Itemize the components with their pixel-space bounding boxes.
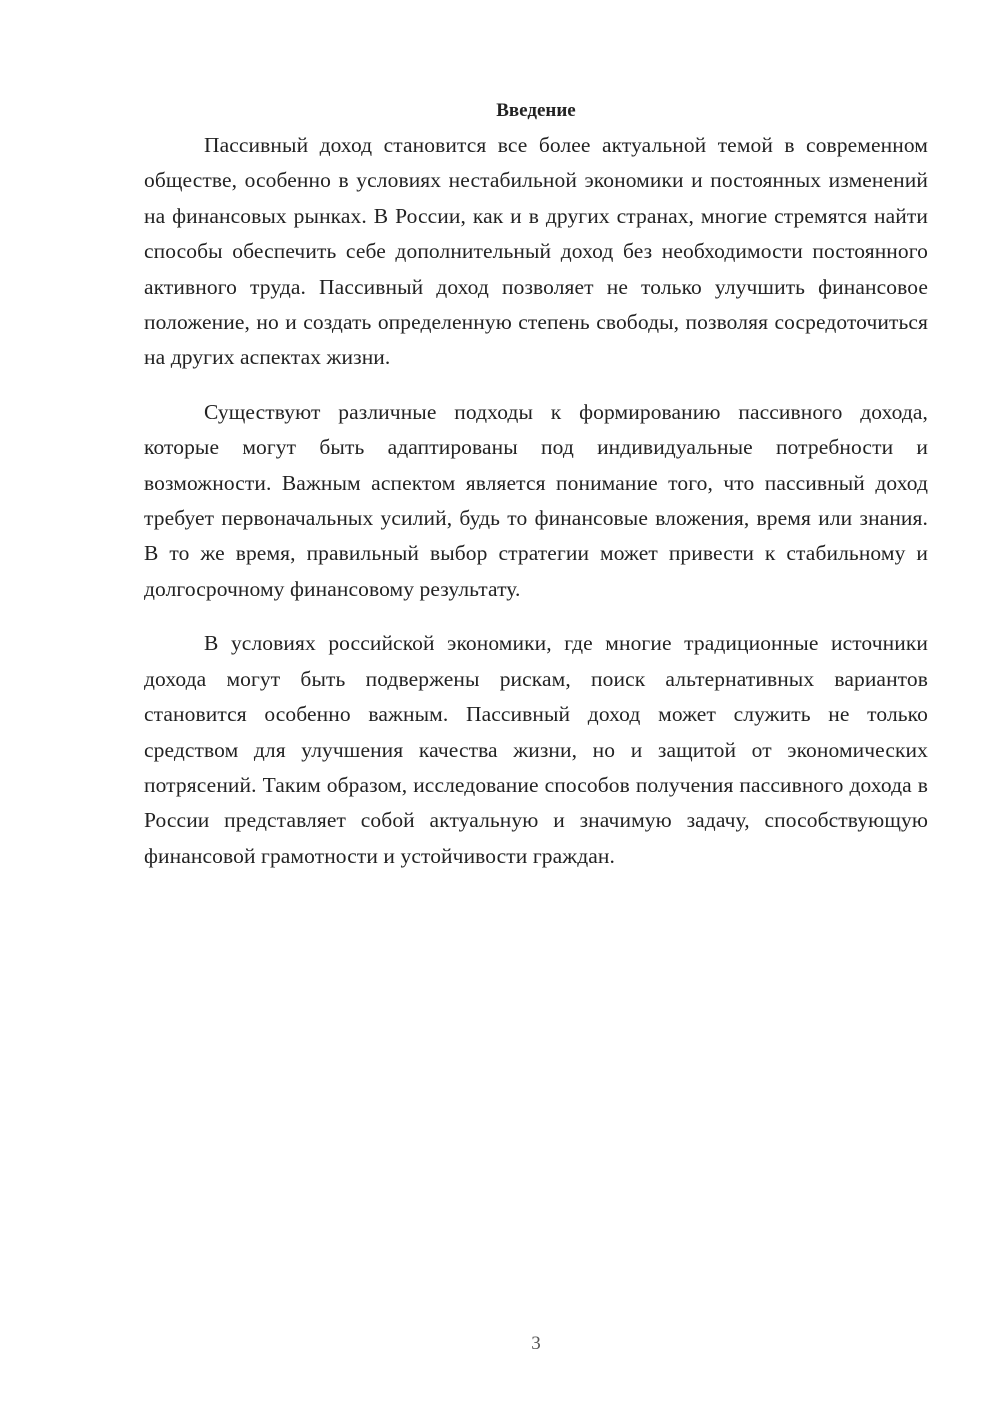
section-title: Введение: [496, 100, 576, 121]
page-content: [144, 96, 928, 893]
page-number: 3: [531, 1333, 541, 1354]
paragraph-2: Существуют различные подходы к формированию пассивного дохода, которые могут быть адаптированы под индивидуальные потребности и возможности. Важным аспектом является понимание того, что пассивный доход требует первоначальных усилий, будь то финансовые вложения, время или знания. В то же время, правильный выбор стратегии может привести к стабильному и долгосрочному финансовому результату.: [144, 399, 928, 601]
paragraph-1: Пассивный доход становится все более актуальной темой в современном обществе, особенно в условиях нестабильной экономики и постоянных изменений на финансовых рынках. В России, как и в других странах, многие стремятся найти способы обеспечить себе дополнительный доход без необходимости постоянного активного труда. Пассивный доход позволяет не только улучшить финансовое положение, но и создать определенную степень свободы, позволяя сосредоточиться на других аспектах жизни.: [144, 133, 928, 370]
paragraph-3: В условиях российской экономики, где многие традиционные источники дохода могут быть подвержены рискам, поиск альтернативных вариантов становится особенно важным. Пассивный доход может служить не только средством для улучшения качества жизни, но и защитой от экономических потрясений. Таким образом, исследование способов получения пассивного дохода в России представляет собой актуальную и значимую задачу, способствующую финансовой грамотности и устойчивости граждан.: [144, 631, 928, 868]
